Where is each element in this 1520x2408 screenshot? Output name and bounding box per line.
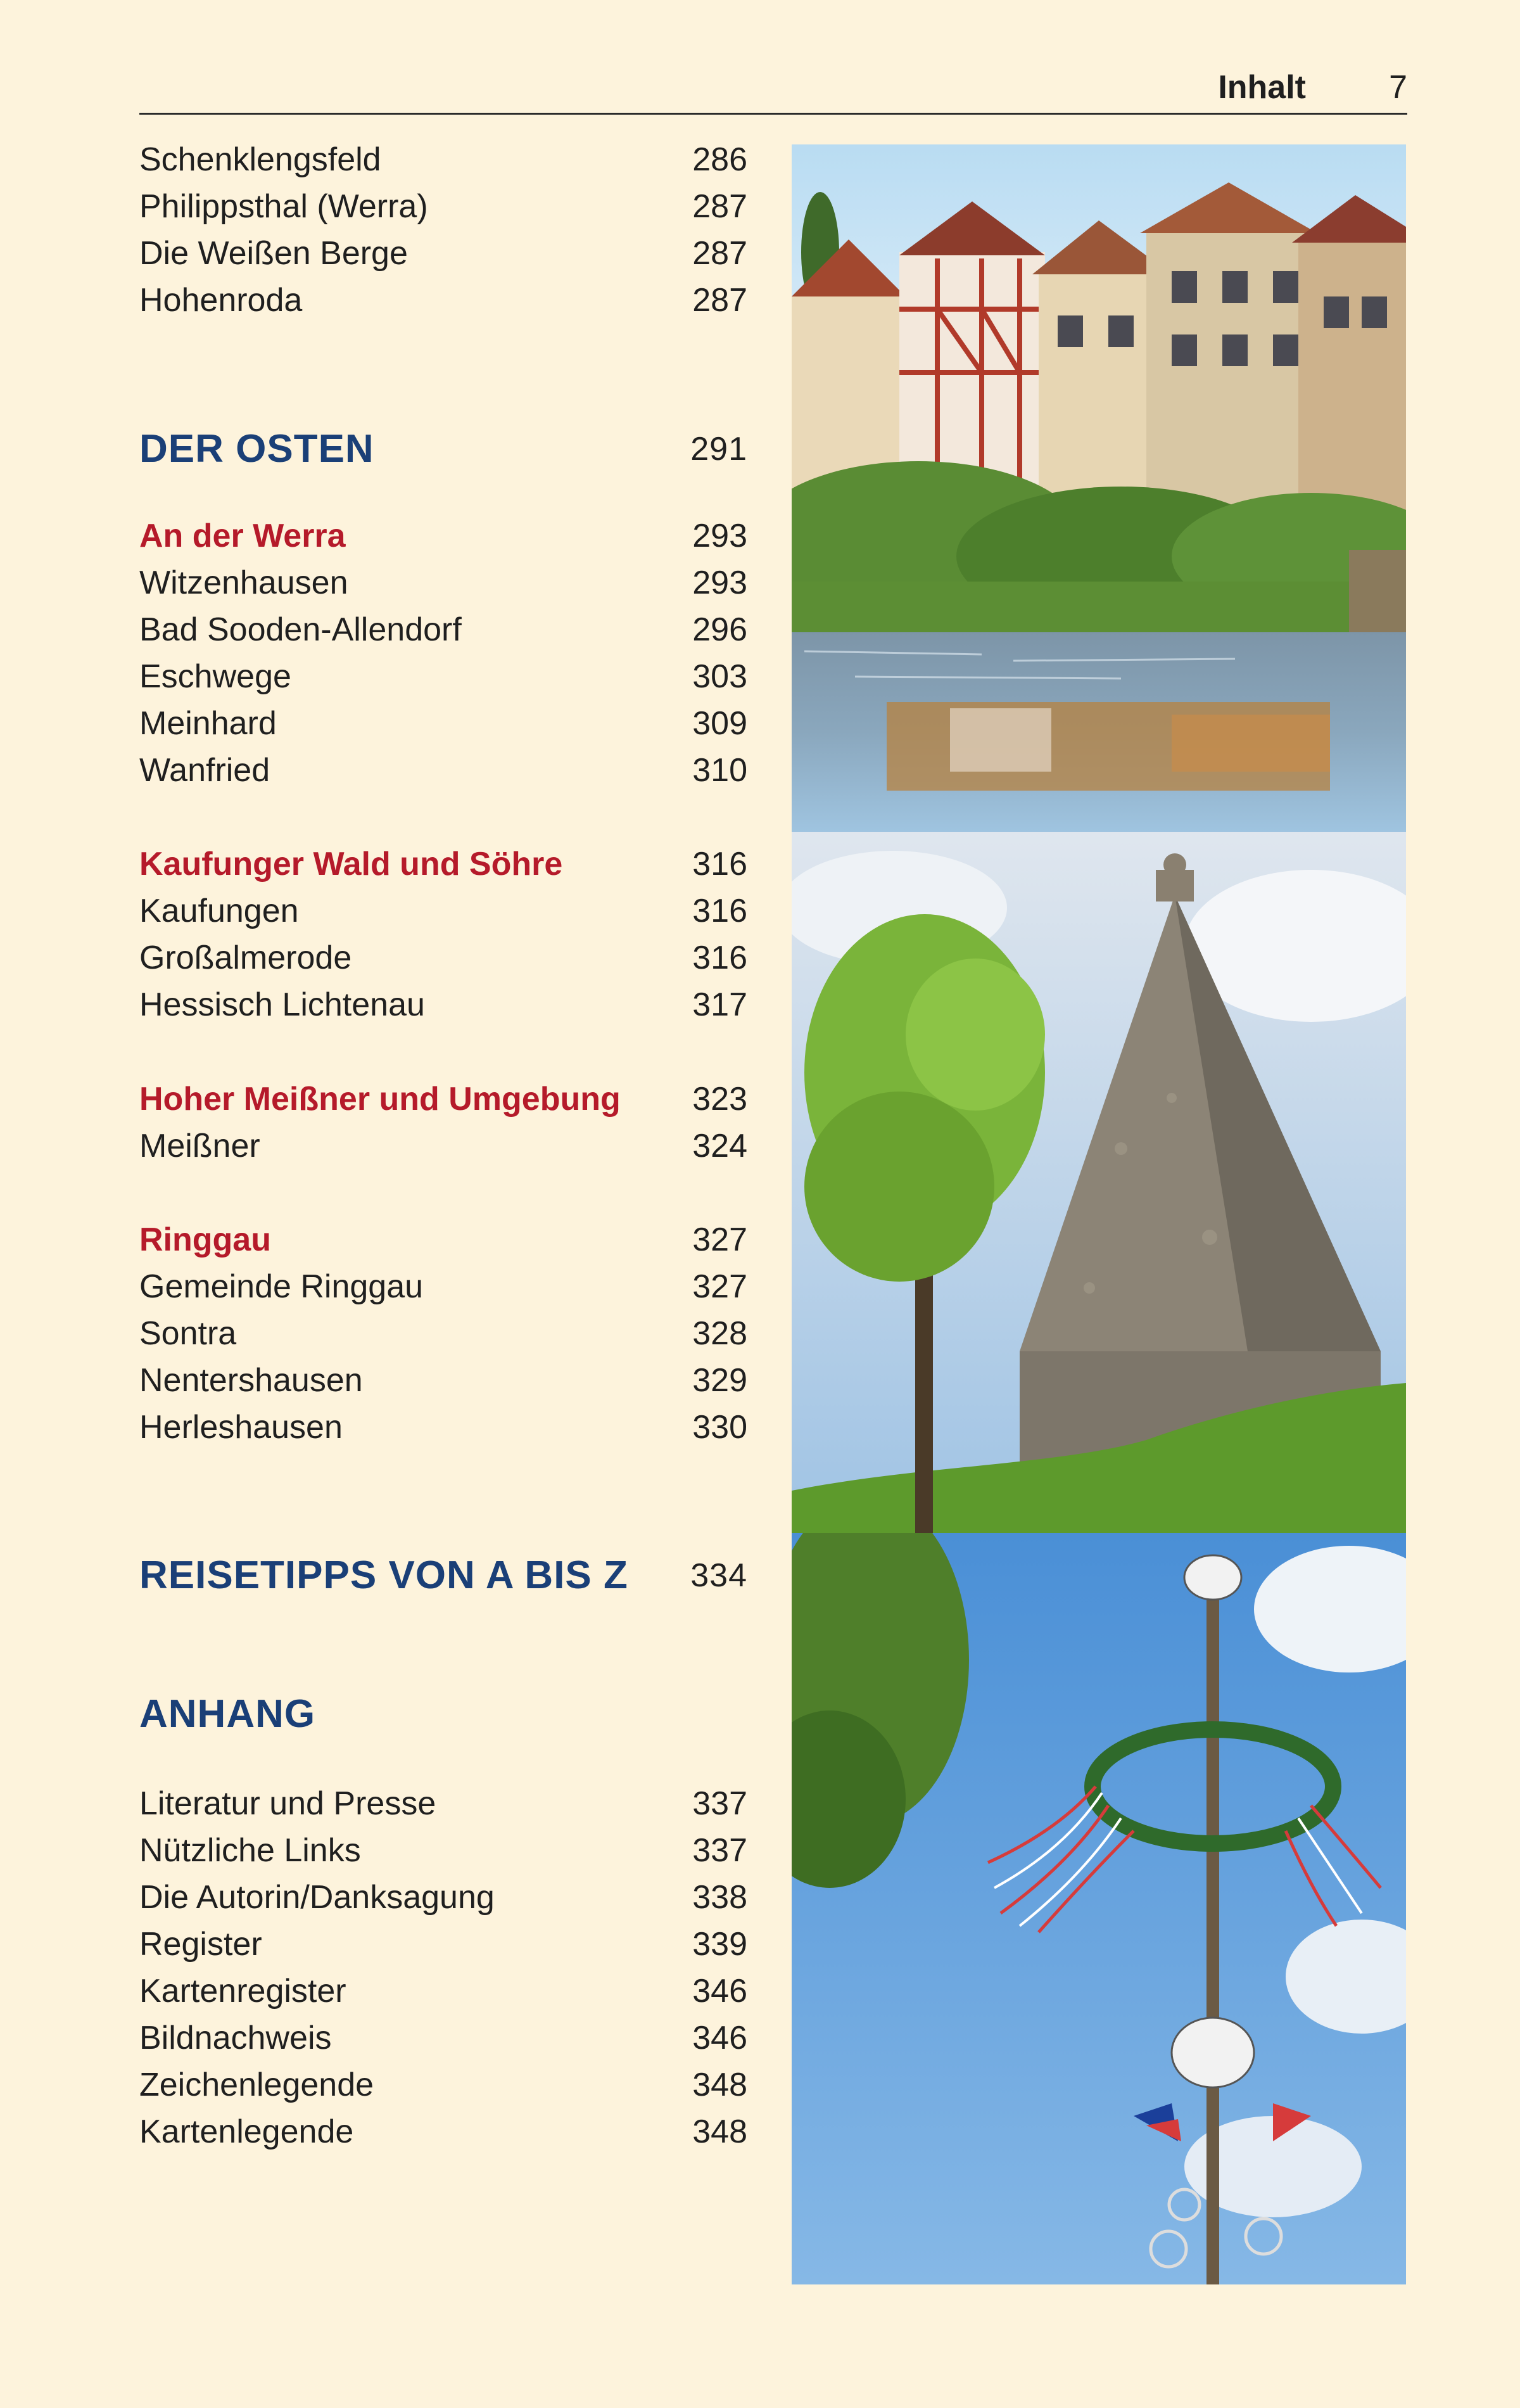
toc-entry-title: Witzenhausen: [139, 564, 348, 601]
toc-entry-page: 324: [692, 1128, 747, 1164]
toc-row-19[interactable]: [139, 1310, 747, 1357]
toc-row-13[interactable]: [139, 934, 747, 981]
toc-entry-page: 327: [692, 1221, 747, 1258]
toc-sub-kaufunger-wald[interactable]: [139, 841, 747, 888]
toc-entry-title: Meißner: [139, 1128, 260, 1164]
toc-entry-title: Wanfried: [139, 752, 270, 789]
toc-entry-page: 310: [692, 752, 747, 789]
toc-entry-page: 293: [692, 518, 747, 554]
toc-row-18[interactable]: [139, 1263, 747, 1310]
photo-column: [792, 144, 1406, 2284]
toc-entry-title: Großalmerode: [139, 940, 352, 976]
toc-entry-title: Meinhard: [139, 705, 277, 742]
toc-row-16[interactable]: [139, 1123, 747, 1169]
toc-entry-title: Bad Sooden-Allendorf: [139, 611, 462, 648]
toc-row-10[interactable]: [139, 747, 747, 794]
toc-entry-title: Schenklengsfeld: [139, 141, 381, 178]
toc-sub-ringgau[interactable]: [139, 1216, 747, 1263]
toc-sub-title: An der Werra: [139, 518, 346, 554]
toc-entry-page: 337: [692, 1832, 747, 1869]
toc-row-28[interactable]: [139, 1968, 747, 2015]
toc-row-7[interactable]: [139, 606, 747, 653]
toc-region-title: DER OSTEN: [139, 427, 374, 471]
toc-entry-page: 323: [692, 1081, 747, 1118]
toc-row-21[interactable]: [139, 1404, 747, 1451]
toc-entry-page: 328: [692, 1315, 747, 1352]
toc-entry-page: 316: [692, 940, 747, 976]
toc-entry-page: 316: [692, 846, 747, 882]
toc-entry-title: Herleshausen: [139, 1409, 343, 1446]
toc-entry-page: 287: [692, 188, 747, 225]
toc-row-6[interactable]: [139, 559, 747, 606]
photo-pyramid-illustration: [792, 832, 1406, 1533]
toc-entry-page: 317: [692, 986, 747, 1023]
toc-row-26[interactable]: [139, 1874, 747, 1921]
toc-entry-title: Nützliche Links: [139, 1832, 361, 1869]
toc-entry-page: 339: [692, 1926, 747, 1963]
toc-entry-title: Hohenroda: [139, 282, 303, 319]
toc-row-31[interactable]: [139, 2108, 747, 2155]
photo-maypole-illustration: [792, 1533, 1406, 2284]
toc-region-title: REISETIPPS VON A BIS Z: [139, 1553, 628, 1597]
toc-entry-page: 348: [692, 2113, 747, 2150]
toc-sub-hoher-meissner[interactable]: [139, 1076, 747, 1123]
toc-row-3[interactable]: [139, 277, 747, 324]
toc-entry-title: Zeichenlegende: [139, 2067, 374, 2103]
toc-row-25[interactable]: [139, 1827, 747, 1874]
toc-row-20[interactable]: [139, 1357, 747, 1404]
toc-entry-title: Die Autorin/Danksagung: [139, 1879, 495, 1916]
toc-sub-title: Hoher Meißner und Umgebung: [139, 1081, 621, 1118]
toc-region-der-osten[interactable]: [139, 426, 747, 473]
toc-entry-page: 327: [692, 1268, 747, 1305]
toc-entry-title: Kartenlegende: [139, 2113, 354, 2150]
toc-row-14[interactable]: [139, 981, 747, 1028]
toc-entry-page: 348: [692, 2067, 747, 2103]
toc-entry-page: 338: [692, 1879, 747, 1916]
toc-entry-page: 293: [692, 564, 747, 601]
toc-region-reisetipps[interactable]: [139, 1552, 747, 1599]
photo-town-illustration: [792, 144, 1406, 832]
toc-row-24[interactable]: [139, 1780, 747, 1827]
toc-sub-title: Kaufunger Wald und Söhre: [139, 846, 563, 882]
toc-entry-page: 291: [690, 431, 747, 468]
toc-entry-page: 334: [690, 1557, 747, 1594]
toc-entry-page: 337: [692, 1785, 747, 1822]
toc-row-0[interactable]: [139, 136, 747, 183]
running-header: [139, 63, 1407, 115]
header-page-number: 7: [1389, 69, 1407, 106]
photo-half-timbered-river: [792, 144, 1406, 832]
toc-entry-page: 296: [692, 611, 747, 648]
toc-entry-page: 330: [692, 1409, 747, 1446]
toc-entry-page: 346: [692, 1973, 747, 2010]
toc-entry-title: Literatur und Presse: [139, 1785, 436, 1822]
toc-row-2[interactable]: [139, 230, 747, 277]
toc-entry-title: Eschwege: [139, 658, 291, 695]
toc-row-29[interactable]: [139, 2015, 747, 2061]
toc-entry-title: Die Weißen Berge: [139, 235, 408, 272]
toc-entry-title: Hessisch Lichtenau: [139, 986, 425, 1023]
toc-entry-page: 309: [692, 705, 747, 742]
toc-row-27[interactable]: [139, 1921, 747, 1968]
toc-sub-title: Ringgau: [139, 1221, 271, 1258]
toc-entry-title: Gemeinde Ringgau: [139, 1268, 424, 1305]
toc-entry-page: 287: [692, 235, 747, 272]
photo-stone-pyramid: [792, 832, 1406, 1533]
toc-row-9[interactable]: [139, 700, 747, 747]
toc-region-title: ANHANG: [139, 1692, 316, 1736]
toc-row-12[interactable]: [139, 888, 747, 934]
toc-row-30[interactable]: [139, 2061, 747, 2108]
toc-entry-title: Kartenregister: [139, 1973, 346, 2010]
toc-entry-title: Kaufungen: [139, 893, 299, 929]
photo-maypole: [792, 1533, 1406, 2284]
toc-sub-an-der-werra[interactable]: [139, 513, 747, 559]
toc-entry-title: Nentershausen: [139, 1362, 363, 1399]
toc-entry-title: Bildnachweis: [139, 2020, 332, 2056]
toc-entry-page: 316: [692, 893, 747, 929]
toc-entry-page: 287: [692, 282, 747, 319]
toc-entry-title: Philippsthal (Werra): [139, 188, 428, 225]
toc-entry-title: Sontra: [139, 1315, 237, 1352]
toc-entry-page: 303: [692, 658, 747, 695]
toc-row-1[interactable]: [139, 183, 747, 230]
toc-region-anhang[interactable]: [139, 1691, 747, 1738]
toc-row-8[interactable]: [139, 653, 747, 700]
toc-entry-page: 286: [692, 141, 747, 178]
toc-entry-title: Register: [139, 1926, 262, 1963]
toc-entry-page: 346: [692, 2020, 747, 2056]
toc-entry-page: 329: [692, 1362, 747, 1399]
header-section-title: Inhalt: [1218, 69, 1306, 106]
